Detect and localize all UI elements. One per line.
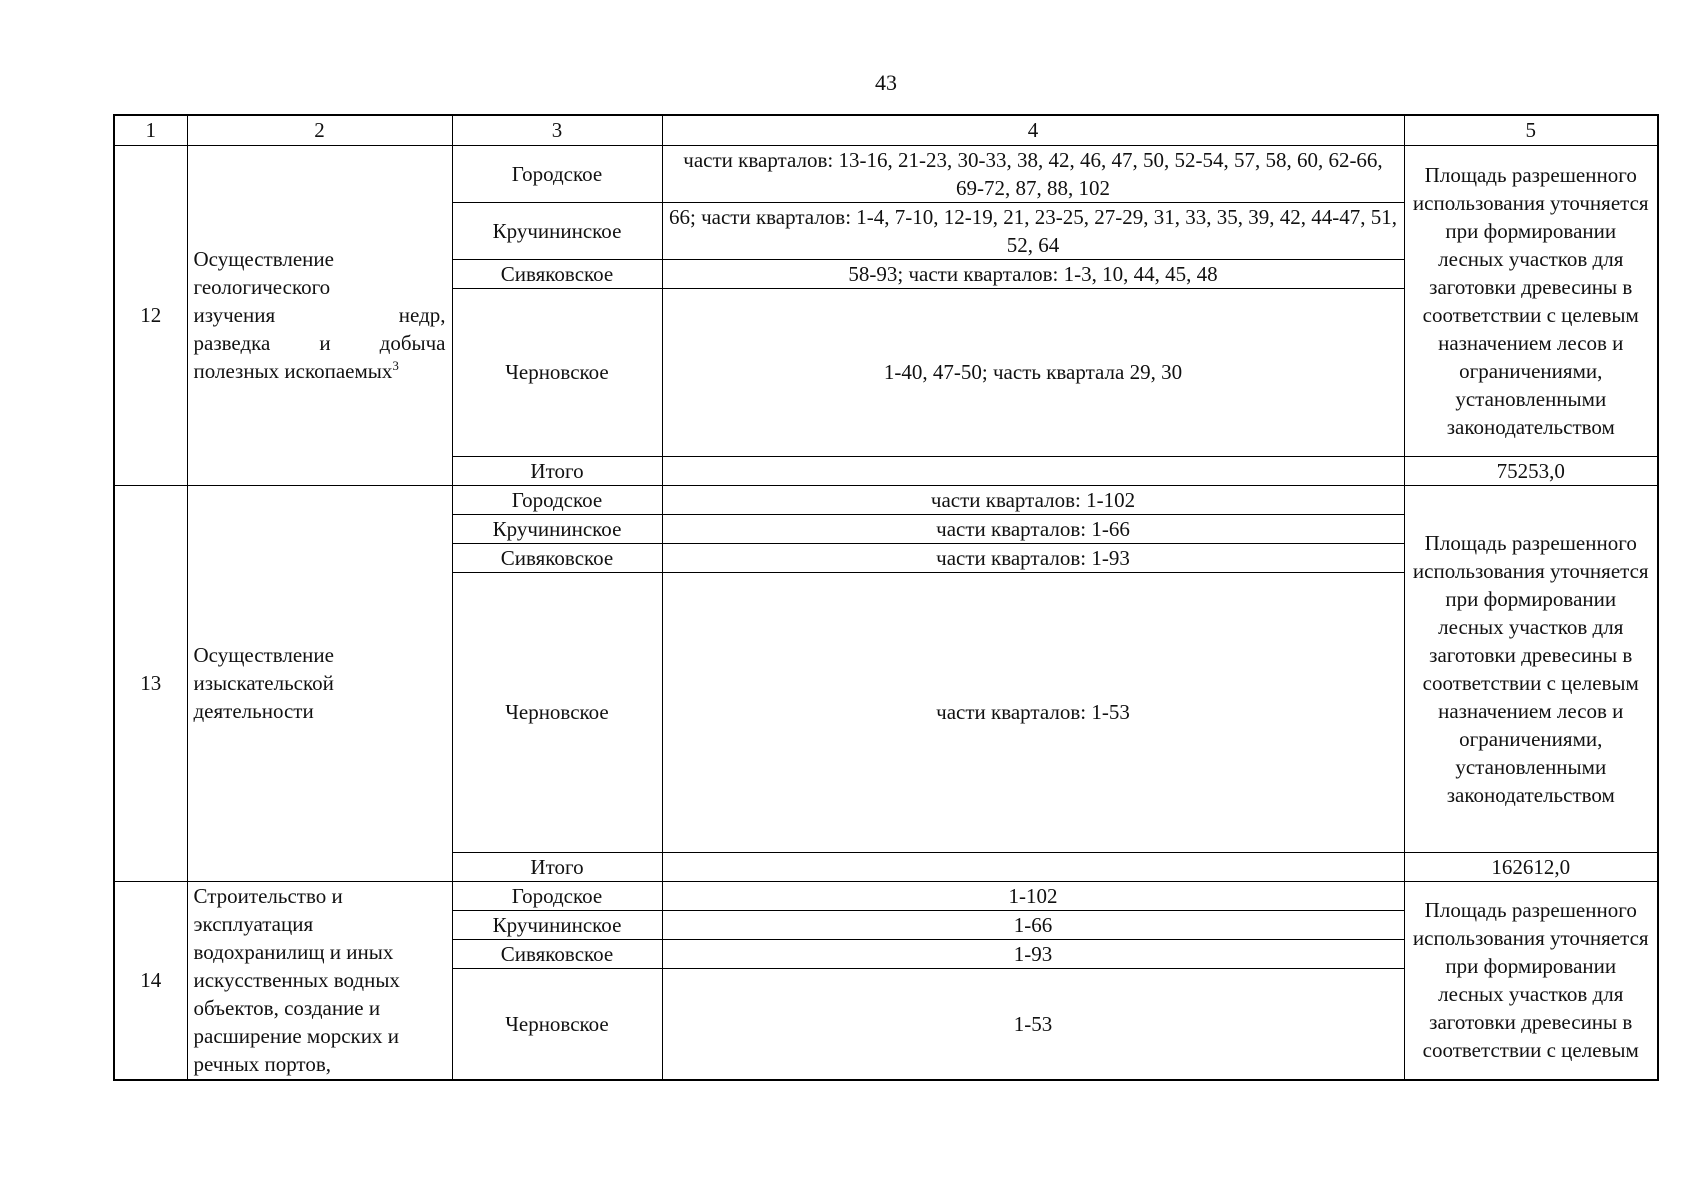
- header-cell-1: 1: [114, 115, 187, 145]
- page-number: 43: [875, 70, 897, 95]
- use-type-line: искусственных водных: [193, 968, 400, 993]
- district-cell: Кручининское: [452, 910, 662, 939]
- district-cell: Городское: [452, 145, 662, 202]
- use-type-line: геологического: [193, 275, 331, 299]
- quarters-cell: части кварталов: 13-16, 21-23, 30-33, 38, 42, 46, 47, 50, 52-54, 57, 58, 60, 62-66, 69-72, 87, 88, 102: [662, 145, 1404, 202]
- quarters-cell: 1-93: [662, 939, 1404, 968]
- note-cell: Площадь разрешенного использования уточняется при формировании лесных участков для заготовки древесины в соответствии с целевым назначением лесов и ограничениями, установленными законодательством: [1404, 145, 1658, 456]
- header-cell-5: 5: [1404, 115, 1658, 145]
- row-number: 13: [114, 485, 187, 881]
- district-cell: Кручининское: [452, 202, 662, 259]
- district-cell: Черновское: [452, 572, 662, 852]
- header-cell-3: 3: [452, 115, 662, 145]
- quarters-cell: части кварталов: 1-93: [662, 543, 1404, 572]
- quarters-cell: 1-102: [662, 881, 1404, 910]
- district-cell: Кручининское: [452, 514, 662, 543]
- total-value: 75253,0: [1404, 456, 1658, 485]
- use-type-line: деятельности: [193, 699, 314, 723]
- use-type-line: изучения недр,: [193, 303, 446, 327]
- quarters-cell: 66; части кварталов: 1-4, 7-10, 12-19, 21, 23-25, 27-29, 31, 33, 35, 39, 42, 44-47, 51, 52, 64: [662, 202, 1404, 259]
- use-type-line: Строительство и: [193, 884, 343, 909]
- quarters-cell-empty: [662, 852, 1404, 881]
- table-row: [114, 145, 1658, 202]
- use-type-line: полезных ископаемых$^3$: [193, 358, 399, 383]
- table-row: [114, 881, 1658, 910]
- use-type-line: расширение морских и: [193, 1024, 399, 1049]
- forest-use-table: [113, 114, 1659, 1081]
- district-cell: Городское: [452, 485, 662, 514]
- total-label: Итого: [452, 456, 662, 485]
- use-type-line: водохранилищ и иных: [193, 940, 394, 965]
- quarters-cell: 1-66: [662, 910, 1404, 939]
- district-cell: Черновское: [452, 968, 662, 1080]
- total-label: Итого: [452, 852, 662, 881]
- district-cell: Сивяковское: [452, 543, 662, 572]
- quarters-cell: части кварталов: 1-66: [662, 514, 1404, 543]
- footnote-mark: 3: [392, 358, 399, 373]
- header-cell-4: 4: [662, 115, 1404, 145]
- district-cell: Черновское: [452, 288, 662, 456]
- header-cell-2: 2: [187, 115, 452, 145]
- use-type-line: разведка и добыча: [193, 331, 446, 355]
- quarters-cell: 58-93; части кварталов: 1-3, 10, 44, 45, 48: [662, 259, 1404, 288]
- quarters-cell: части кварталов: 1-53: [662, 572, 1404, 852]
- use-type-cell: [187, 145, 452, 485]
- use-type-line: эксплуатация: [193, 912, 314, 937]
- use-type-line: объектов, создание и: [193, 996, 381, 1021]
- use-type-line: Осуществление: [193, 643, 334, 667]
- district-cell: Сивяковское: [452, 939, 662, 968]
- use-type-cell: [187, 881, 452, 1080]
- use-type-cell: [187, 485, 452, 881]
- use-type-line: изыскательской: [193, 671, 334, 695]
- district-cell: Городское: [452, 881, 662, 910]
- use-type-line: Осуществление: [193, 247, 334, 271]
- use-type-line: речных портов,: [193, 1052, 331, 1077]
- quarters-cell: части кварталов: 1-102: [662, 485, 1404, 514]
- table-row: [114, 485, 1658, 514]
- note-cell: Площадь разрешенного использования уточняется при формировании лесных участков для заготовки древесины в соответствии с целевым: [1404, 881, 1658, 1080]
- note-cell: Площадь разрешенного использования уточняется при формировании лесных участков для заготовки древесины в соответствии с целевым назначением лесов и ограничениями, установленными законодательством: [1404, 485, 1658, 852]
- quarters-cell-empty: [662, 456, 1404, 485]
- row-number: 12: [114, 145, 187, 485]
- quarters-cell: 1-40, 47-50; часть квартала 29, 30: [662, 288, 1404, 456]
- district-cell: Сивяковское: [452, 259, 662, 288]
- quarters-cell: 1-53: [662, 968, 1404, 1080]
- row-number: 14: [114, 881, 187, 1080]
- table-header-row: [114, 115, 1658, 145]
- total-value: 162612,0: [1404, 852, 1658, 881]
